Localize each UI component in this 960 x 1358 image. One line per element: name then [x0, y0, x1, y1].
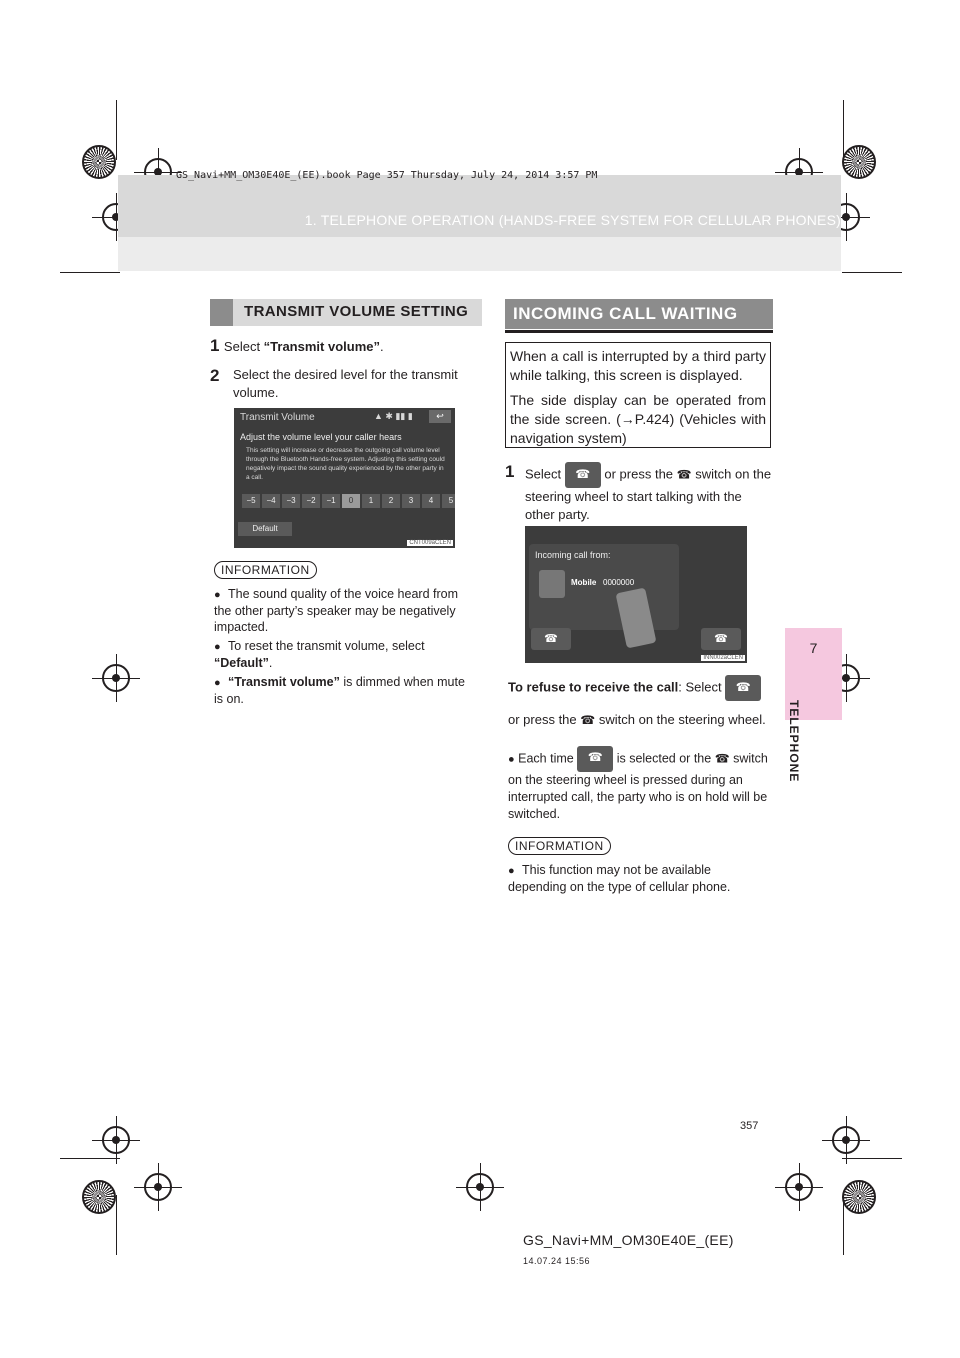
heading-marker	[210, 299, 233, 326]
bullet-dot-icon: ●	[214, 589, 221, 601]
crosshair-mark-icon	[832, 1126, 860, 1154]
information-label: INFORMATION	[214, 561, 317, 579]
level-button[interactable]: −2	[302, 494, 320, 508]
caller-avatar	[539, 570, 565, 598]
registration-rosette-icon	[82, 1180, 116, 1214]
left-step-2	[210, 366, 482, 402]
level-button[interactable]: 1	[362, 494, 380, 508]
step-number: 1	[505, 462, 515, 481]
information-label: INFORMATION	[508, 837, 611, 855]
info-bullet-1: ● The sound quality of the voice heard from the other party’s speaker may be negatively impacted.	[214, 587, 458, 634]
step-text: Select the desired level for the transmit volume.	[233, 367, 458, 400]
answer-call-button-icon	[565, 462, 601, 488]
refuse-call-button-icon	[725, 675, 761, 701]
default-button[interactable]: Default	[238, 522, 292, 536]
info-bullet: ● This function may not be available depending on the type of cellular phone.	[508, 863, 731, 894]
step-text: Select “Transmit volume”.	[223, 339, 384, 354]
figure-code: INN002aCLEN	[703, 655, 743, 661]
crosshair-mark-icon	[102, 1126, 130, 1154]
chapter-number: 7	[809, 640, 818, 656]
screen-subtitle: Adjust the volume level your caller hears	[240, 432, 402, 442]
screen-description: This setting will increase or decrease the outgoing call volume level through the Bluetooth Hands-free system. Adjusting this setting could negatively impact the sound quality experienced by the other party in a call.	[246, 447, 445, 481]
registration-rosette-icon	[842, 1180, 876, 1214]
level-button[interactable]: 3	[402, 494, 420, 508]
crosshair-mark-icon	[102, 664, 130, 692]
step-number: 1	[210, 336, 220, 355]
back-icon[interactable]: ↩	[429, 410, 451, 423]
bullet-dot-icon: ●	[214, 677, 221, 689]
crop-line	[842, 272, 902, 273]
heading-text: INCOMING CALL WAITING	[513, 304, 738, 323]
info-bullet-2: ● To reset the transmit volume, select “Default”.	[214, 639, 425, 670]
step-text: Select ☎ or press the ☎ switch on the steering wheel to start talking with the other party.	[505, 462, 773, 524]
heading-underline	[505, 330, 773, 333]
caller-number: 0000000	[603, 578, 635, 587]
crop-line	[60, 1158, 120, 1159]
step-number: 2	[210, 366, 220, 385]
incoming-call-title: Incoming call from:	[535, 550, 611, 560]
level-selector	[242, 494, 455, 508]
book-info-line: GS_Navi+MM_OM30E40E_(EE).book Page 357 Thursday, July 24, 2014 3:57 PM	[176, 170, 598, 181]
crop-line	[842, 1158, 902, 1159]
crop-line	[116, 1195, 117, 1255]
figure-code: CNT009aCLEN	[409, 540, 451, 546]
refuse-button-icon[interactable]: ☎	[701, 628, 741, 650]
switch-party-note: ● Each time ☎ is selected or the ☎ switch on the steering wheel is pressed during an interrupted call, the party who is on hold will be switched.	[508, 746, 773, 823]
heading-text: TRANSMIT VOLUME SETTING	[244, 303, 469, 320]
level-button[interactable]: 2	[382, 494, 400, 508]
phone-switch-icon: ☎	[676, 467, 692, 482]
bullet-dot-icon: ●	[214, 641, 221, 653]
registration-rosette-icon	[82, 145, 116, 179]
answer-button-icon[interactable]: ☎	[531, 628, 571, 650]
status-icons: ▲ ✱ ▮▮ ▮	[374, 411, 413, 421]
level-button[interactable]: 0	[342, 494, 360, 508]
print-date: 14.07.24 15:56	[523, 1256, 591, 1266]
right-step-1	[505, 462, 773, 524]
incoming-call-screenshot	[525, 526, 747, 663]
registration-rosette-icon	[842, 145, 876, 179]
incoming-call-waiting-heading	[505, 299, 773, 329]
page-number: 357	[740, 1120, 759, 1132]
crop-line	[116, 100, 117, 160]
screen-title: Transmit Volume	[240, 412, 315, 423]
left-step-1	[210, 336, 482, 356]
refuse-call-instructions: To refuse to receive the call: Select ☎ or press the ☎ switch on the steering wheel.	[508, 675, 773, 729]
level-button[interactable]: −1	[322, 494, 340, 508]
crosshair-mark-icon	[466, 1173, 494, 1201]
crop-line	[843, 1195, 844, 1255]
bullet-dot-icon: ●	[508, 753, 515, 766]
intro-note	[505, 342, 771, 448]
bullet-dot-icon: ●	[508, 865, 515, 877]
switch-call-button-icon	[577, 746, 613, 772]
crop-line	[60, 272, 120, 273]
transmit-volume-heading	[210, 299, 482, 326]
info-bullet-3: ● “Transmit volume” is dimmed when mute is on.	[214, 675, 465, 706]
level-button[interactable]: −5	[242, 494, 260, 508]
note-paragraph: When a call is interrupted by a third party while talking, this screen is displayed.	[510, 348, 766, 383]
level-button[interactable]: 4	[422, 494, 440, 508]
level-button[interactable]: −4	[262, 494, 280, 508]
chapter-label: TELEPHONE	[787, 700, 801, 783]
phone-switch-icon: ☎	[714, 751, 730, 766]
phone-switch-icon: ☎	[580, 713, 596, 727]
level-button[interactable]: −3	[282, 494, 300, 508]
header-band-lower	[118, 237, 841, 271]
note-paragraph: The side display can be operated from the side screen. (→P.424) (Vehicles with navigation system)	[510, 392, 766, 446]
section-title: 1. TELEPHONE OPERATION (HANDS-FREE SYSTEM FOR CELLULAR PHONES)	[304, 212, 841, 228]
crosshair-mark-icon	[785, 1173, 813, 1201]
mobile-label: Mobile	[571, 578, 597, 587]
crop-line	[843, 100, 844, 160]
transmit-volume-screenshot	[234, 408, 455, 548]
level-button[interactable]: 5	[442, 494, 455, 508]
document-code: GS_Navi+MM_OM30E40E_(EE)	[523, 1232, 734, 1248]
crosshair-mark-icon	[144, 1173, 172, 1201]
